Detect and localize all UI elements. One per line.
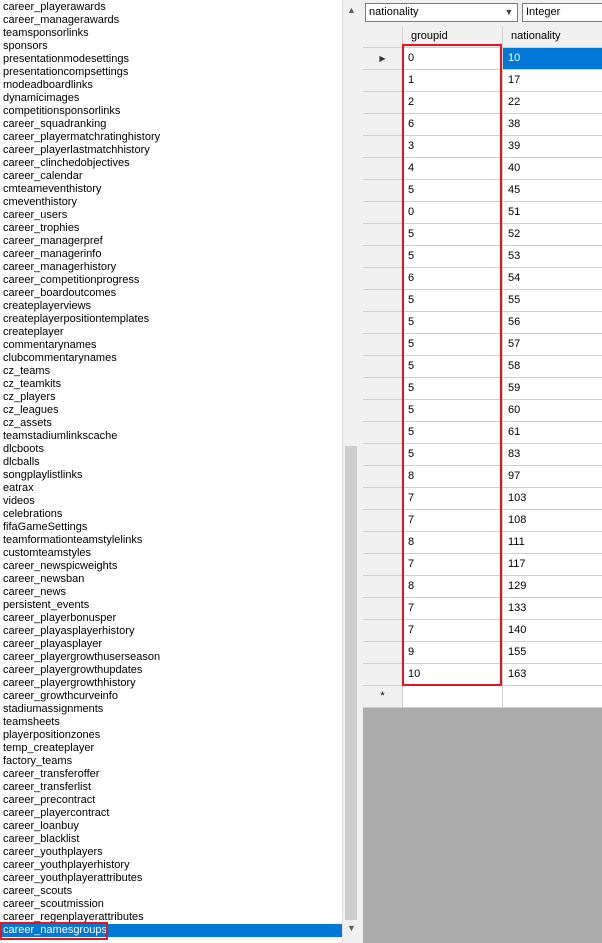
cell-groupid[interactable]: 5 xyxy=(403,378,503,400)
table-row[interactable] xyxy=(363,268,602,290)
row-header[interactable] xyxy=(363,312,403,334)
cell-nationality[interactable]: 53 xyxy=(503,246,602,268)
cell-nationality[interactable]: 56 xyxy=(503,312,602,334)
table-list-item[interactable]: career_transferlist xyxy=(3,781,92,793)
cell-groupid[interactable]: 8 xyxy=(403,532,503,554)
table-list-item[interactable]: career_scoutmission xyxy=(3,898,104,910)
table-row[interactable] xyxy=(363,246,602,268)
table-list-item[interactable]: career_playergrowthupdates xyxy=(3,664,143,676)
cell-nationality[interactable]: 57 xyxy=(503,334,602,356)
cell-groupid[interactable]: 9 xyxy=(403,642,503,664)
grid-header-row xyxy=(363,26,602,48)
chevron-down-icon: ▼ xyxy=(504,7,514,17)
cell-groupid[interactable]: 6 xyxy=(403,114,503,136)
row-header[interactable] xyxy=(363,488,403,510)
table-list-item[interactable]: customteamstyles xyxy=(3,547,92,559)
table-row[interactable] xyxy=(363,334,602,356)
row-header[interactable] xyxy=(363,224,403,246)
table-list-item[interactable]: modeadboardlinks xyxy=(3,79,93,91)
table-list-item[interactable]: presentationcompsettings xyxy=(3,66,129,78)
cell-nationality[interactable]: 155 xyxy=(503,642,602,664)
cell-groupid[interactable]: 7 xyxy=(403,554,503,576)
cell-nationality[interactable]: 40 xyxy=(503,158,602,180)
cell-nationality[interactable]: 133 xyxy=(503,598,602,620)
new-cell-nationality[interactable] xyxy=(503,686,602,708)
cell-groupid[interactable]: 5 xyxy=(403,290,503,312)
row-header[interactable] xyxy=(363,158,403,180)
table-row[interactable] xyxy=(363,620,602,642)
row-header[interactable] xyxy=(363,598,403,620)
row-header[interactable] xyxy=(363,664,403,686)
table-list-item[interactable]: career_youthplayerattributes xyxy=(3,872,143,884)
row-header[interactable] xyxy=(363,642,403,664)
table-list-item[interactable]: cz_assets xyxy=(3,417,52,429)
table-list-item[interactable]: createplayerpositiontemplates xyxy=(3,313,150,325)
table-row[interactable] xyxy=(363,312,602,334)
cell-groupid[interactable]: 4 xyxy=(403,158,503,180)
cell-groupid[interactable]: 8 xyxy=(403,466,503,488)
table-list-item[interactable]: career_news xyxy=(3,586,66,598)
row-header[interactable] xyxy=(363,422,403,444)
new-row[interactable] xyxy=(363,686,602,708)
table-row[interactable] xyxy=(363,202,602,224)
table-row[interactable] xyxy=(363,48,602,70)
row-header[interactable] xyxy=(363,136,403,158)
cell-nationality[interactable]: 45 xyxy=(503,180,602,202)
table-row[interactable] xyxy=(363,664,602,686)
row-header[interactable] xyxy=(363,466,403,488)
header-corner xyxy=(363,26,403,48)
table-row[interactable] xyxy=(363,554,602,576)
table-list-item[interactable]: career_transferoffer xyxy=(3,768,100,780)
table-list-item[interactable]: cz_leagues xyxy=(3,404,59,416)
table-list-item[interactable]: factory_teams xyxy=(3,755,73,767)
field-select[interactable] xyxy=(365,3,518,22)
cell-nationality[interactable]: 108 xyxy=(503,510,602,532)
cell-groupid[interactable]: 5 xyxy=(403,180,503,202)
table-list-item[interactable]: fifaGameSettings xyxy=(3,521,88,533)
table-list-item[interactable]: career_youthplayers xyxy=(3,846,103,858)
table-list-item[interactable]: cmteameventhistory xyxy=(3,183,102,195)
table-row[interactable] xyxy=(363,114,602,136)
cell-groupid[interactable]: 5 xyxy=(403,246,503,268)
cell-nationality[interactable]: 59 xyxy=(503,378,602,400)
row-header[interactable] xyxy=(363,246,403,268)
table-row[interactable] xyxy=(363,444,602,466)
table-row[interactable] xyxy=(363,136,602,158)
cell-groupid[interactable]: 7 xyxy=(403,620,503,642)
column-header-groupid[interactable]: groupid xyxy=(403,26,503,48)
row-header[interactable] xyxy=(363,202,403,224)
table-list-item[interactable]: teamsheets xyxy=(3,716,60,728)
row-header[interactable] xyxy=(363,70,403,92)
table-list-item[interactable]: clubcommentarynames xyxy=(3,352,117,364)
table-list-item[interactable]: career_playergrowthhistory xyxy=(3,677,136,689)
table-list-item[interactable]: dlcballs xyxy=(3,456,40,468)
cell-nationality[interactable]: 38 xyxy=(503,114,602,136)
table-list-item[interactable]: teamformationteamstylelinks xyxy=(3,534,143,546)
table-list-item[interactable]: presentationmodesettings xyxy=(3,53,129,65)
table-list-item[interactable]: career_calendar xyxy=(3,170,83,182)
row-header[interactable] xyxy=(363,48,403,70)
table-list-scrollbar[interactable] xyxy=(342,0,359,943)
table-list-item[interactable]: career_playerawards xyxy=(3,1,106,13)
table-list-item[interactable]: commentarynames xyxy=(3,339,97,351)
table-list-item[interactable]: career_playerlastmatchhistory xyxy=(3,144,150,156)
cell-nationality[interactable]: 60 xyxy=(503,400,602,422)
data-panel xyxy=(363,0,602,943)
table-row[interactable] xyxy=(363,180,602,202)
cell-nationality[interactable]: 54 xyxy=(503,268,602,290)
cell-groupid[interactable]: 5 xyxy=(403,400,503,422)
cell-nationality[interactable]: 163 xyxy=(503,664,602,686)
row-header[interactable] xyxy=(363,334,403,356)
cell-groupid[interactable]: 5 xyxy=(403,224,503,246)
cell-groupid[interactable]: 1 xyxy=(403,70,503,92)
table-row[interactable] xyxy=(363,510,602,532)
row-header[interactable] xyxy=(363,510,403,532)
cell-nationality[interactable]: 129 xyxy=(503,576,602,598)
table-list-item[interactable]: createplayer xyxy=(3,326,64,338)
table-list-item[interactable]: sponsors xyxy=(3,40,48,52)
table-list-item[interactable]: career_newspicweights xyxy=(3,560,118,572)
table-row[interactable] xyxy=(363,576,602,598)
cell-groupid[interactable]: 5 xyxy=(403,312,503,334)
scroll-down-icon[interactable]: ▼ xyxy=(347,923,356,933)
cell-groupid[interactable]: 5 xyxy=(403,422,503,444)
grid-toolbar xyxy=(363,0,602,26)
row-header[interactable] xyxy=(363,554,403,576)
cell-nationality[interactable]: 58 xyxy=(503,356,602,378)
table-list-item[interactable]: career_regenplayerattributes xyxy=(3,911,144,923)
table-list-item[interactable]: career_blacklist xyxy=(3,833,80,845)
table-list-item[interactable]: career_competitionprogress xyxy=(3,274,140,286)
cell-groupid[interactable]: 7 xyxy=(403,598,503,620)
table-list-item[interactable]: competitionsponsorlinks xyxy=(3,105,121,117)
table-list-item[interactable]: career_playasplayer xyxy=(3,638,103,650)
table-list-item[interactable]: dlcboots xyxy=(3,443,44,455)
table-list-item[interactable]: career_playasplayerhistory xyxy=(3,625,135,637)
cell-groupid[interactable]: 2 xyxy=(403,92,503,114)
table-list-item[interactable]: dynamicimages xyxy=(3,92,80,104)
table-row[interactable] xyxy=(363,92,602,114)
table-list-item[interactable]: career_playermatchratinghistory xyxy=(3,131,161,143)
cell-groupid[interactable]: 7 xyxy=(403,510,503,532)
table-list-item[interactable]: career_growthcurveinfo xyxy=(3,690,118,702)
table-list-item[interactable]: career_newsban xyxy=(3,573,85,585)
table-list-item[interactable]: videos xyxy=(3,495,35,507)
table-list-item[interactable]: career_boardoutcomes xyxy=(3,287,117,299)
table-list-item[interactable]: cz_players xyxy=(3,391,56,403)
cell-nationality[interactable]: 39 xyxy=(503,136,602,158)
cell-groupid[interactable]: 7 xyxy=(403,488,503,510)
table-row[interactable] xyxy=(363,290,602,312)
row-header[interactable] xyxy=(363,532,403,554)
table-list-item[interactable]: playerpositionzones xyxy=(3,729,101,741)
table-list-item[interactable]: career_precontract xyxy=(3,794,96,806)
row-header[interactable] xyxy=(363,356,403,378)
table-list-item[interactable]: career_youthplayerhistory xyxy=(3,859,130,871)
row-header[interactable] xyxy=(363,180,403,202)
row-header[interactable] xyxy=(363,114,403,136)
cell-groupid[interactable]: 5 xyxy=(403,444,503,466)
new-cell-groupid[interactable] xyxy=(403,686,503,708)
cell-nationality[interactable]: 140 xyxy=(503,620,602,642)
cell-nationality[interactable]: 17 xyxy=(503,70,602,92)
table-row[interactable] xyxy=(363,642,602,664)
table-list-item[interactable]: createplayerviews xyxy=(3,300,92,312)
row-header[interactable] xyxy=(363,620,403,642)
cell-nationality[interactable]: 97 xyxy=(503,466,602,488)
table-list-item[interactable]: career_clinchedobjectives xyxy=(3,157,130,169)
table-list-item[interactable]: career_scouts xyxy=(3,885,73,897)
table-list-item[interactable]: temp_createplayer xyxy=(3,742,95,754)
cell-groupid[interactable]: 3 xyxy=(403,136,503,158)
table-row[interactable] xyxy=(363,598,602,620)
table-list-item[interactable]: career_managerinfo xyxy=(3,248,102,260)
table-list-item[interactable]: career_users xyxy=(3,209,68,221)
row-header[interactable] xyxy=(363,268,403,290)
selected-table-label: career_namesgroups xyxy=(3,924,107,936)
current-row-icon: ▶ xyxy=(379,54,386,63)
table-list-item[interactable]: cmeventhistory xyxy=(3,196,77,208)
cell-nationality[interactable]: 10 xyxy=(503,48,602,70)
row-header[interactable] xyxy=(363,92,403,114)
cell-groupid[interactable]: 0 xyxy=(403,48,503,70)
table-list-item[interactable]: persistent_events xyxy=(3,599,90,611)
cell-nationality[interactable]: 111 xyxy=(503,532,602,554)
type-select-value: Integer xyxy=(526,6,561,18)
table-row[interactable] xyxy=(363,356,602,378)
cell-groupid[interactable]: 5 xyxy=(403,356,503,378)
table-row[interactable] xyxy=(363,488,602,510)
table-list-item[interactable]: cz_teams xyxy=(3,365,51,377)
table-row[interactable] xyxy=(363,378,602,400)
table-list-item[interactable]: career_playergrowthuserseason xyxy=(3,651,161,663)
column-header-nationality[interactable]: nationality xyxy=(503,26,602,48)
table-list-item[interactable]: career_managerawards xyxy=(3,14,120,26)
table-row[interactable] xyxy=(363,158,602,180)
row-header[interactable] xyxy=(363,378,403,400)
table-list-item[interactable]: career_trophies xyxy=(3,222,80,234)
cell-groupid[interactable]: 8 xyxy=(403,576,503,598)
table-list-item[interactable]: eatrax xyxy=(3,482,34,494)
table-list-item[interactable]: career_squadranking xyxy=(3,118,107,130)
cell-nationality[interactable]: 61 xyxy=(503,422,602,444)
table-list-item[interactable]: career_managerpref xyxy=(3,235,103,247)
table-list-item[interactable]: career_loanbuy xyxy=(3,820,79,832)
table-row[interactable] xyxy=(363,422,602,444)
cell-groupid[interactable]: 6 xyxy=(403,268,503,290)
table-list-item[interactable]: career_playerbonusper xyxy=(3,612,117,624)
new-row-icon: * xyxy=(363,686,403,708)
type-select[interactable] xyxy=(522,3,602,22)
row-header[interactable] xyxy=(363,576,403,598)
table-list-item[interactable]: teamsponsorlinks xyxy=(3,27,89,39)
table-list-item[interactable]: celebrations xyxy=(3,508,63,520)
table-row[interactable] xyxy=(363,532,602,554)
table-row[interactable] xyxy=(363,70,602,92)
row-header[interactable] xyxy=(363,290,403,312)
field-select-value: nationality xyxy=(369,6,419,18)
table-list-item[interactable]: career_managerhistory xyxy=(3,261,117,273)
cell-nationality[interactable]: 103 xyxy=(503,488,602,510)
row-header[interactable] xyxy=(363,444,403,466)
scrollbar-thumb[interactable] xyxy=(345,446,357,920)
cell-nationality[interactable]: 22 xyxy=(503,92,602,114)
table-list-item[interactable]: songplaylistlinks xyxy=(3,469,83,481)
table-list-item[interactable]: cz_teamkits xyxy=(3,378,62,390)
cell-nationality[interactable]: 52 xyxy=(503,224,602,246)
cell-nationality[interactable]: 83 xyxy=(503,444,602,466)
table-list-item-selected[interactable] xyxy=(0,924,342,937)
table-row[interactable] xyxy=(363,466,602,488)
row-header[interactable] xyxy=(363,400,403,422)
table-row[interactable] xyxy=(363,400,602,422)
scroll-up-icon[interactable]: ▲ xyxy=(347,5,356,15)
cell-nationality[interactable]: 117 xyxy=(503,554,602,576)
table-list-item[interactable]: teamstadiumlinkscache xyxy=(3,430,118,442)
cell-groupid[interactable]: 0 xyxy=(403,202,503,224)
table-row[interactable] xyxy=(363,224,602,246)
table-list-item[interactable]: stadiumassignments xyxy=(3,703,104,715)
cell-groupid[interactable]: 5 xyxy=(403,334,503,356)
table-list-item[interactable]: career_playercontract xyxy=(3,807,110,819)
cell-groupid[interactable]: 10 xyxy=(403,664,503,686)
cell-nationality[interactable]: 55 xyxy=(503,290,602,312)
cell-nationality[interactable]: 51 xyxy=(503,202,602,224)
